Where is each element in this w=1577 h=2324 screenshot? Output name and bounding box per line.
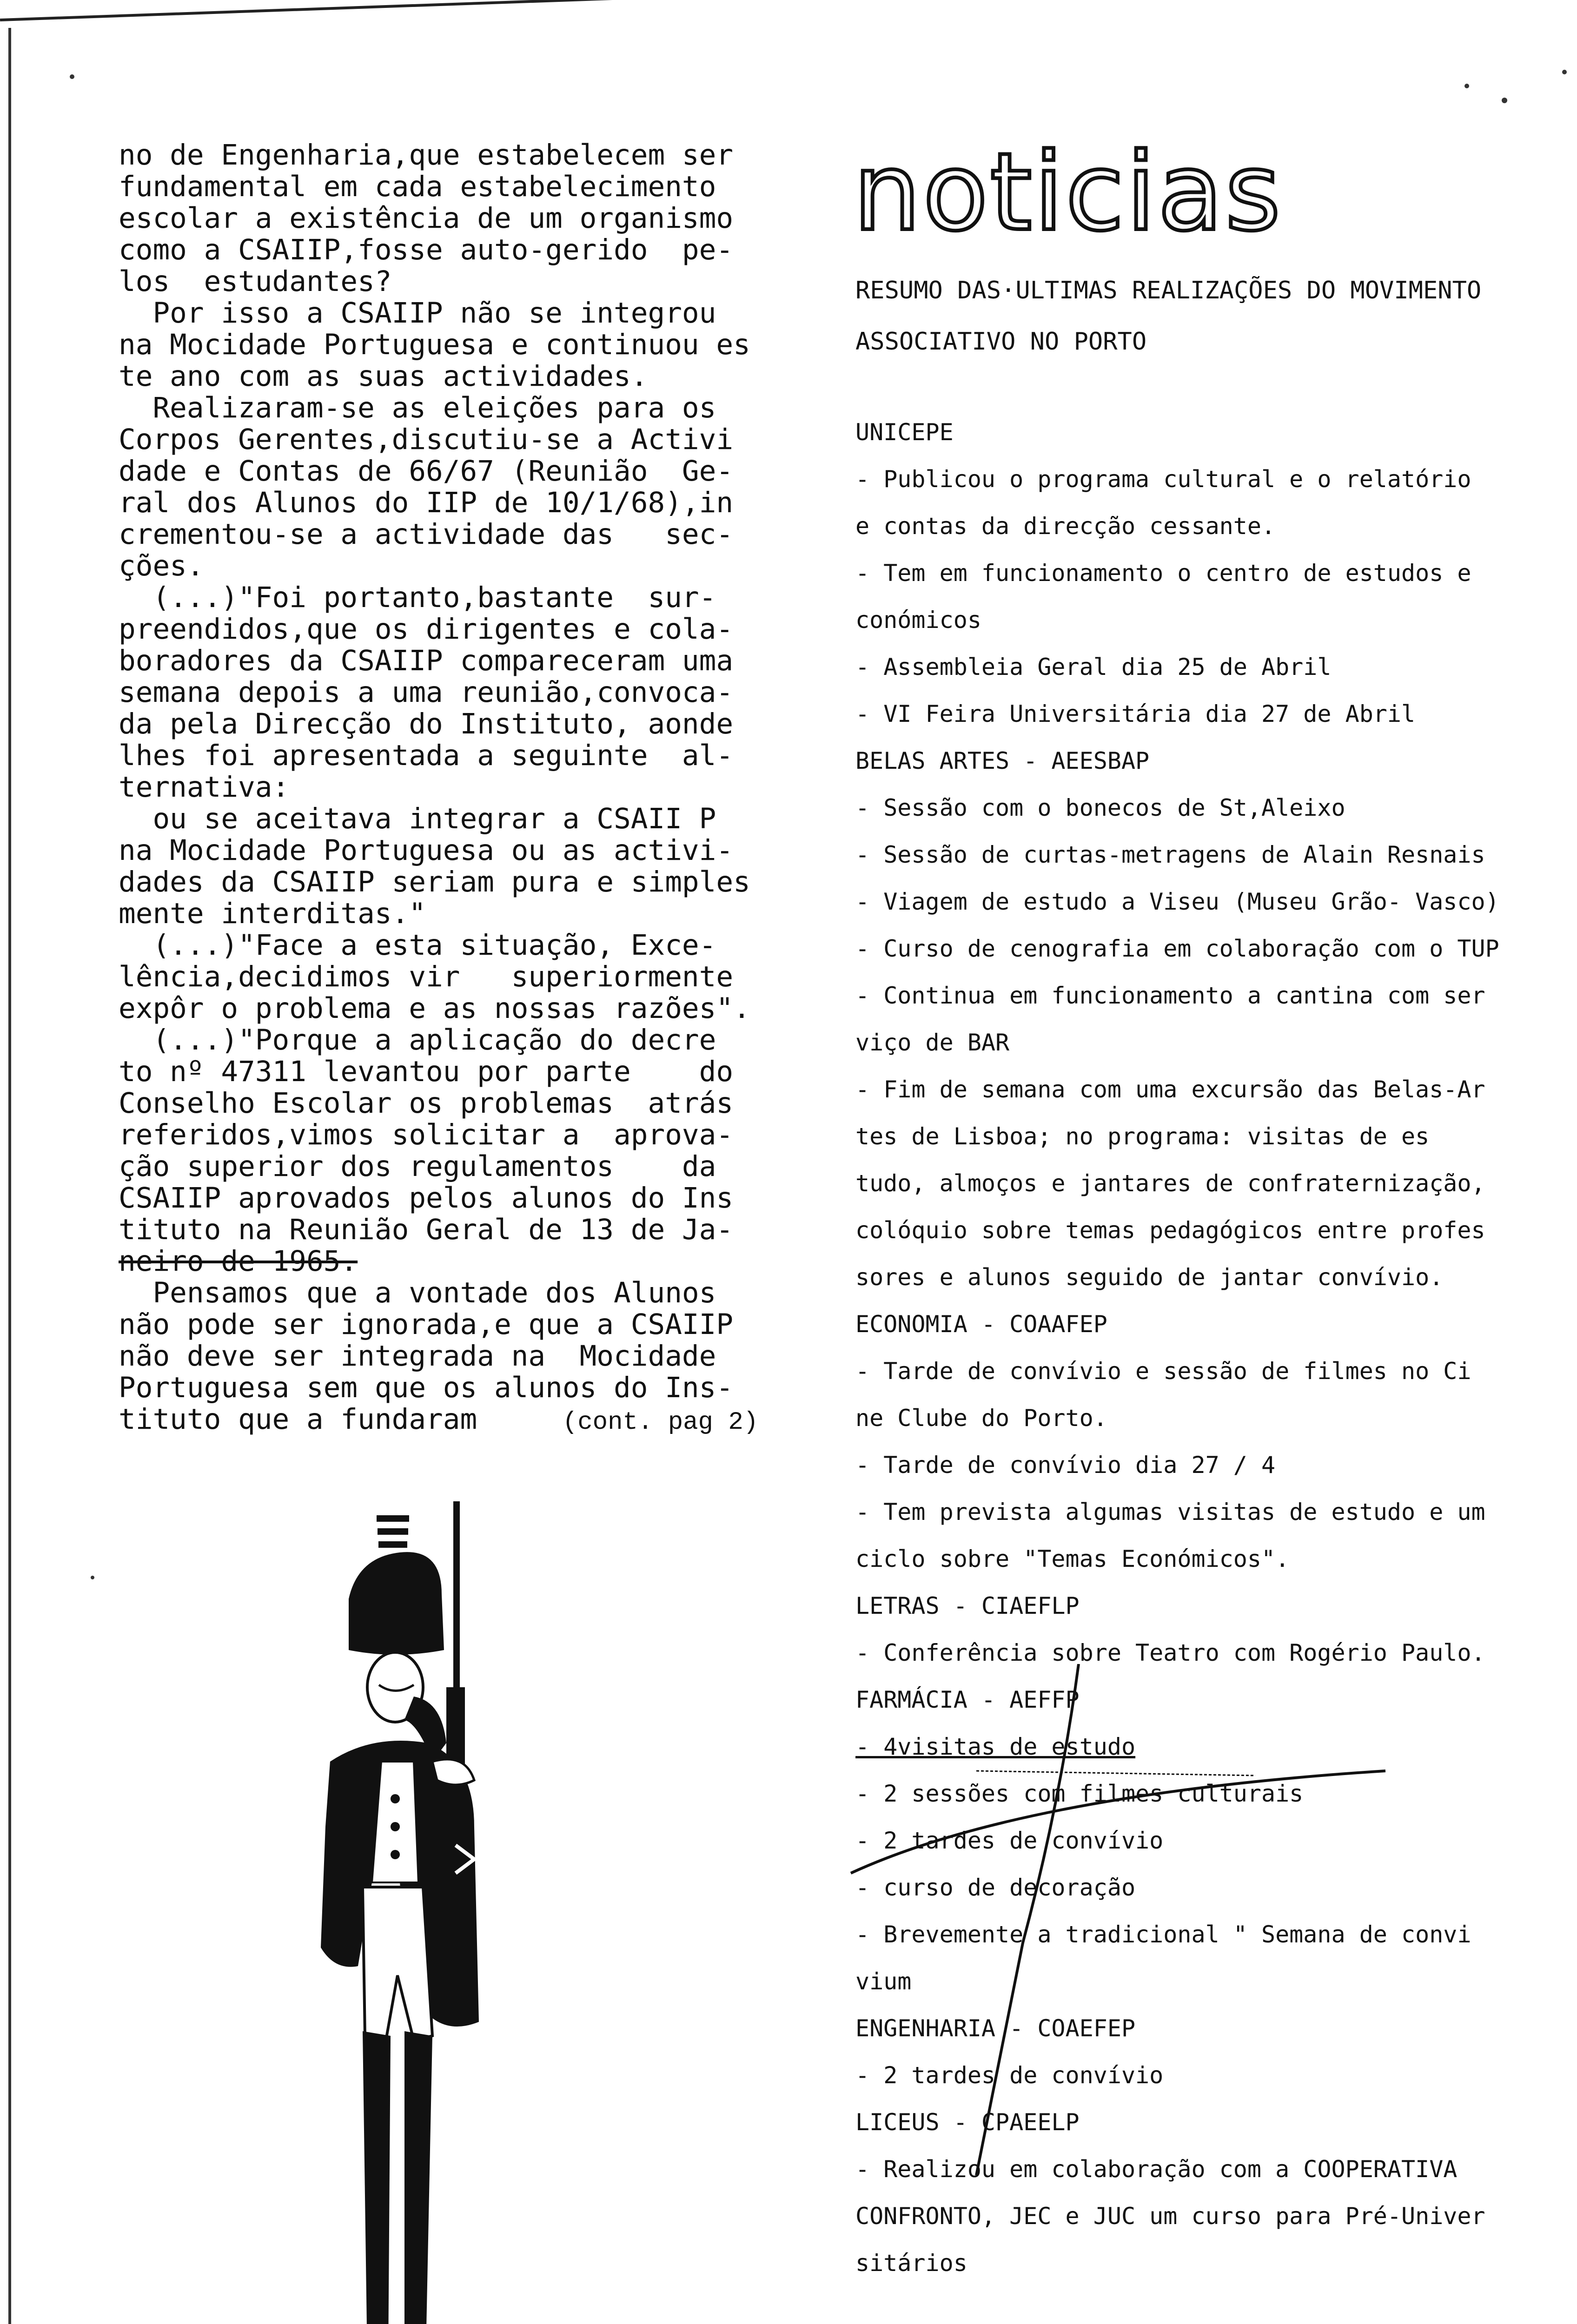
news-line: - Viagem de estudo a Viseu (Museu Grão- Vasco)	[855, 888, 1499, 915]
text-line: (...)"Foi portanto,bastante sur-	[119, 581, 716, 614]
subtitle-line: RESUMO DAS·ULTIMAS REALIZAÇÕES DO MOVIMENTO	[855, 277, 1482, 304]
text-line-struck: neiro de 1965.	[119, 1245, 358, 1278]
news-line: - Fim de semana com uma excursão das Belas-Ar	[855, 1076, 1485, 1103]
section-heading: FARMÁCIA - AEFFP	[855, 1686, 1080, 1713]
text-line: na Mocidade Portuguesa ou as activi-	[119, 834, 734, 867]
news-line: conómicos	[855, 607, 981, 634]
text-line: to nº 47311 levantou por parte do	[119, 1055, 734, 1088]
page-edge-left	[8, 28, 11, 2324]
text-line: los estudantes?	[119, 265, 392, 298]
news-line: - 4visitas de estudo	[855, 1733, 1136, 1760]
text-line: CSAIIP aprovados pelos alunos do Ins	[119, 1182, 734, 1215]
text-line: não deve ser integrada na Mocidade	[119, 1340, 716, 1373]
news-line: ciclo sobre "Temas Económicos".	[855, 1545, 1290, 1572]
text-line: Realizaram-se as eleições para os	[119, 391, 716, 424]
text-line: dades da CSAIIP seriam pura e simples	[119, 865, 750, 898]
speck	[1464, 84, 1469, 88]
text-line: Pensamos que a vontade dos Alunos	[119, 1276, 716, 1309]
news-line: - Tarde de convívio e sessão de filmes no Ci	[855, 1358, 1471, 1385]
text-line: Conselho Escolar os problemas atrás	[119, 1087, 734, 1120]
news-line: - 2 sessões com filmes culturais	[855, 1780, 1304, 1807]
news-line: - Assembleia Geral dia 25 de Abril	[855, 654, 1332, 680]
news-line: - Brevemente a tradicional " Semana de convi	[855, 1921, 1471, 1948]
soldier-illustration-icon	[279, 1501, 539, 2324]
news-line: - curso de decoração	[855, 1874, 1136, 1901]
news-line: - 2 tardes de convívio	[855, 2062, 1164, 2089]
text-line: preendidos,que os dirigentes e cola-	[119, 613, 734, 646]
text-line: (...)"Porque a aplicação do decre	[119, 1023, 716, 1056]
news-line: - Realizou em colaboração com a COOPERATIVA	[855, 2156, 1458, 2183]
news-line: tudo, almoços e jantares de confraternização,	[855, 1170, 1485, 1197]
text-line: semana depois a uma reunião,convoca-	[119, 676, 734, 709]
text-line: não pode ser ignorada,e que a CSAIIP	[119, 1308, 734, 1341]
news-line: ne Clube do Porto.	[855, 1405, 1107, 1432]
news-line: - Publicou o programa cultural e o relatório	[855, 466, 1471, 493]
text-line: crementou-se a actividade das sec-	[119, 518, 734, 551]
section-heading: LICEUS - CPAEELP	[855, 2109, 1080, 2136]
speck	[1562, 70, 1567, 74]
news-line: - Tarde de convívio dia 27 / 4	[855, 1452, 1276, 1479]
news-line: - Tem prevista algumas visitas de estudo e um	[855, 1499, 1485, 1525]
speck	[1502, 98, 1507, 103]
text-line: no de Engenharia,que estabelecem ser	[119, 139, 734, 172]
news-line: sitários	[855, 2250, 967, 2277]
news-line: - Sessão com o bonecos de St,Aleixo	[855, 794, 1345, 821]
text-line: lhes foi apresentada a seguinte al-	[119, 739, 734, 772]
subtitle-line: ASSOCIATIVO NO PORTO	[855, 328, 1147, 356]
section-heading: ECONOMIA - COAAFEP	[855, 1311, 1107, 1338]
text-line: dade e Contas de 66/67 (Reunião Ge-	[119, 455, 734, 488]
text-line: ção superior dos regulamentos da	[119, 1150, 716, 1183]
text-line: (...)"Face a esta situação, Exce-	[119, 929, 716, 962]
text-line: boradores da CSAIIP compareceram uma	[119, 644, 734, 677]
text-line: Por isso a CSAIIP não se integrou	[119, 297, 716, 330]
text-line: na Mocidade Portuguesa e continuou es	[119, 328, 750, 361]
text-line: ral dos Alunos do IIP de 10/1/68),in	[119, 486, 734, 519]
section-heading: LETRAS - CIAEFLP	[855, 1592, 1080, 1619]
news-line: vium	[855, 1968, 912, 1995]
news-line: CONFRONTO, JEC e JUC um curso para Pré-Univer	[855, 2203, 1485, 2230]
news-line: - Conferência sobre Teatro com Rogério Paulo.	[855, 1639, 1485, 1666]
news-line: - 2 tardes de convívio	[855, 1827, 1164, 1854]
text-line: referidos,vimos solicitar a aprova-	[119, 1118, 734, 1151]
text-line: lência,decidimos vir superiormente	[119, 960, 734, 993]
text-line: Portuguesa sem que os alunos do Ins-	[119, 1371, 734, 1404]
text-line: te ano com as suas actividades.	[119, 360, 648, 393]
text-line: ternativa:	[119, 771, 290, 804]
news-line: - Curso de cenografia em colaboração com o TUP	[855, 935, 1499, 962]
speck	[70, 74, 74, 79]
section-heading: UNICEPE	[855, 419, 954, 446]
text-line: ções.	[119, 549, 204, 582]
text-line: ou se aceitava integrar a CSAII P	[119, 802, 716, 835]
left-column-text	[119, 139, 797, 1439]
page-title: noticias	[853, 131, 1283, 255]
news-line: e contas da direcção cessante.	[855, 513, 1276, 540]
text-line: mente interditas."	[119, 897, 426, 930]
news-line: viço de BAR	[855, 1029, 1010, 1056]
news-line: - Continua em funcionamento a cantina com ser	[855, 982, 1485, 1009]
news-line: - Sessão de curtas-metragens de Alain Resnais	[855, 841, 1485, 868]
news-line: tes de Lisboa; no programa: visitas de es	[855, 1123, 1430, 1150]
text-line: expôr o problema e as nossas razões".	[119, 992, 750, 1025]
text-line: fundamental em cada estabelecimento	[119, 170, 716, 203]
section-heading: BELAS ARTES - AEESBAP	[855, 747, 1150, 774]
speck	[91, 1576, 94, 1579]
continuation-note: (cont. pag 2)	[562, 1408, 759, 1437]
text-line: tituto que a fundaram (cont. pag 2)	[119, 1403, 759, 1437]
pencil-strikethrough-icon	[837, 1664, 1441, 2175]
section-heading: ENGENHARIA - COAEFEP	[855, 2015, 1136, 2042]
news-line: sores e alunos seguido de jantar convívio.	[855, 1264, 1444, 1291]
page-edge-top	[0, 0, 651, 25]
text-line: tituto na Reunião Geral de 13 de Ja-	[119, 1213, 734, 1246]
news-line: - Tem em funcionamento o centro de estudos e	[855, 560, 1471, 587]
text-line: Corpos Gerentes,discutiu-se a Activi	[119, 423, 734, 456]
news-line: - VI Feira Universitária dia 27 de Abril	[855, 700, 1416, 727]
news-line: colóquio sobre temas pedagógicos entre profes	[855, 1217, 1485, 1244]
text-line: escolar a existência de um organismo	[119, 202, 734, 235]
text-line: como a CSAIIP,fosse auto-gerido pe-	[119, 233, 734, 266]
text-line: da pela Direcção do Instituto, aonde	[119, 707, 734, 740]
